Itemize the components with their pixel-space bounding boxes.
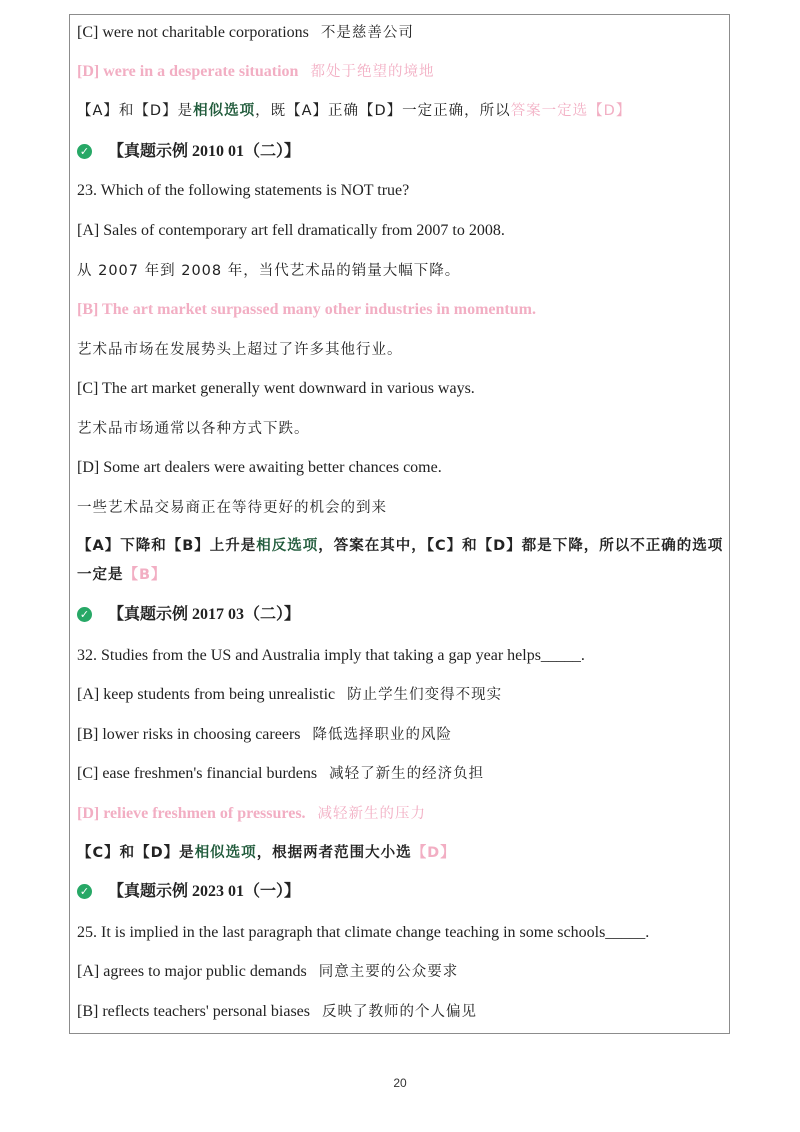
option-text: [B] reflects teachers' personal biases [77,1003,310,1020]
option-d-translation: 一些艺术品交易商正在等待更好的机会的到来 [77,500,387,516]
option-text: [A] keep students from being unrealistic [77,686,336,703]
answer-option-translation: 都处于绝望的境地 [310,64,435,80]
example-heading-text: 【真题示例 2023 01（一）】 [108,883,301,900]
analysis-text: ，答案在其中，【C】和【D】都是下降，所以不正确的选项一定是 [77,538,724,583]
analysis-text: 【C】和【D】是 [77,845,195,861]
option-a-line [77,685,727,705]
analysis-term: 相似选项 [193,103,256,119]
option-d-line: [D] Some art dealers were awaiting better chances come. [77,459,442,476]
option-b-line [77,1002,727,1022]
question-line: 23. Which of the following statements is NOT true? [77,182,410,199]
analysis-answer: 【B】 [123,567,167,583]
question-line: 32. Studies from the US and Australia imply that taking a gap year helps_____. [77,647,585,664]
example-heading-text: 【真题示例 2010 01（二）】 [108,143,301,160]
option-translation: 同意主要的公众要求 [318,964,459,980]
option-translation: 降低选择职业的风险 [312,727,452,743]
analysis-text: 【A】下降和【B】上升是 [77,538,257,554]
option-b-line [77,725,727,745]
option-translation: 减轻了新生的经济负担 [329,766,485,782]
analysis-paragraph [77,532,727,590]
page-number: 20 [393,1076,407,1090]
answer-option-text: [D] were in a desperate situation [77,63,299,80]
option-c-line [77,23,727,43]
option-a-translation: 从 2007 年到 2008 年，当代艺术品的销量大幅下降。 [77,263,461,279]
option-text: [C] ease freshmen's financial burdens [77,765,318,782]
option-translation: 反映了教师的个人偏见 [322,1004,477,1020]
option-b-translation: 艺术品市场在发展势头上超过了许多其他行业。 [77,342,403,358]
option-a-line [77,962,727,982]
option-b-answer-line: [B] The art market surpassed many other industries in momentum. [77,301,536,318]
option-c-line [77,764,727,784]
option-c-line: [C] The art market generally went downward in various ways. [77,380,475,397]
analysis-line [77,843,727,863]
option-text: [C] were not charitable corporations [77,24,309,41]
check-circle-icon: ✓ [77,607,92,622]
analysis-text: ，既【A】正确【D】一定正确，所以 [255,103,511,119]
option-translation: 不是慈善公司 [320,25,414,41]
example-heading-text: 【真题示例 2017 03（二）】 [108,606,301,623]
check-circle-icon: ✓ [77,884,92,899]
option-text: [B] lower risks in choosing careers [77,726,301,743]
analysis-line [77,101,727,121]
question-line: 25. It is implied in the last paragraph that climate change teaching in some schools_____. [77,924,650,941]
check-circle-icon: ✓ [77,144,92,159]
option-c-translation: 艺术品市场通常以各种方式下跌。 [77,421,310,437]
example-heading [77,882,300,902]
analysis-text: 【A】和【D】是 [77,103,194,119]
example-heading [77,142,300,162]
option-d-answer-line [77,804,727,824]
option-d-answer-line [77,62,727,82]
answer-option-translation: 减轻新生的压力 [317,806,427,822]
analysis-term: 相似选项 [194,845,257,861]
analysis-term: 相反选项 [256,538,319,554]
option-translation: 防止学生们变得不现实 [347,687,503,703]
example-heading [77,605,300,625]
analysis-text: ，根据两者范围大小选 [256,845,412,861]
answer-option-text: [D] relieve freshmen of pressures. [77,805,306,822]
option-text: [A] agrees to major public demands [77,963,307,980]
content-frame [69,14,730,1034]
analysis-answer: 答案一定选【D】 [510,103,632,119]
option-a-line: [A] Sales of contemporary art fell dramatically from 2007 to 2008. [77,222,505,239]
analysis-answer: 【D】 [411,845,456,861]
